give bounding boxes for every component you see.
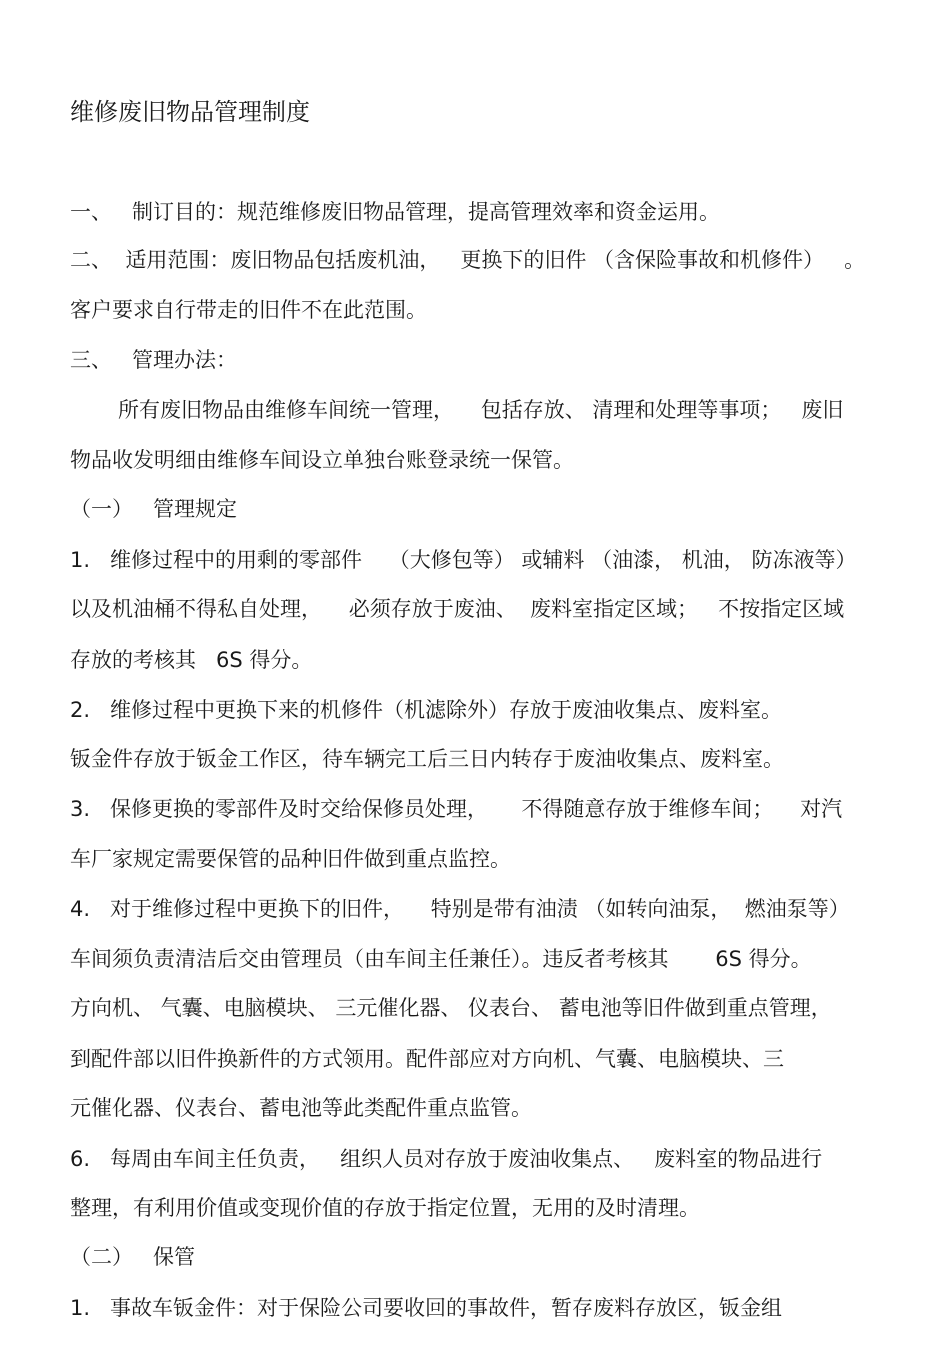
text-line: 所有废旧物品由维修车间统一管理， 包括存放、 清理和处理等事项； 废旧 bbox=[118, 398, 844, 422]
text-line: 1. 事故车钣金件：对于保险公司要收回的事故件，暂存废料存放区，钣金组 bbox=[70, 1296, 783, 1320]
text-line: 三、 管理办法： bbox=[70, 348, 238, 372]
text-line: 以及机油桶不得私自处理， 必须存放于废油、 废料室指定区域； 不按指定区域 bbox=[70, 597, 845, 621]
section-heading: （二） 保管 bbox=[70, 1245, 196, 1269]
text-line: 元催化器、仪表台、蓄电池等此类配件重点监管。 bbox=[70, 1096, 532, 1120]
text-line: 车间须负责清洁后交由管理员（由车间主任兼任）。违反者考核其 6S 得分。 bbox=[70, 947, 812, 971]
text-line: 整理，有利用价值或变现价值的存放于指定位置，无用的及时清理。 bbox=[70, 1196, 700, 1220]
text-line: 一、 制订目的：规范维修废旧物品管理，提高管理效率和资金运用。 bbox=[70, 200, 721, 224]
text-line: 2. 维修过程中更换下来的机修件（机滤除外）存放于废油收集点、废料室。 bbox=[70, 698, 783, 722]
document-title: 维修废旧物品管理制度 bbox=[70, 98, 310, 126]
text-line: 到配件部以旧件换新件的方式领用。配件部应对方向机、气囊、电脑模块、三 bbox=[70, 1047, 784, 1071]
text-line: 方向机、 气囊、电脑模块、 三元催化器、 仪表台、 蓄电池等旧件做到重点管理， bbox=[70, 996, 832, 1020]
section-heading: （一） 管理规定 bbox=[70, 497, 238, 521]
text-line: 钣金件存放于钣金工作区，待车辆完工后三日内转存于废油收集点、废料室。 bbox=[70, 747, 784, 771]
text-line: 4. 对于维修过程中更换下的旧件， 特别是带有油渍 （如转向油泵， 燃油泵等） bbox=[70, 897, 850, 921]
text-line: 车厂家规定需要保管的品种旧件做到重点监控。 bbox=[70, 847, 511, 871]
text-line: 1. 维修过程中的用剩的零部件 （大修包等） 或辅料 （油漆， 机油， 防冻液等） bbox=[70, 548, 857, 572]
text-line: 物品收发明细由维修车间设立单独台账登录统一保管。 bbox=[70, 448, 574, 472]
text-line: 6. 每周由车间主任负责， 组织人员对存放于废油收集点、 废料室的物品进行 bbox=[70, 1147, 823, 1171]
text-line: 存放的考核其 6S 得分。 bbox=[70, 648, 313, 672]
text-line: 客户要求自行带走的旧件不在此范围。 bbox=[70, 298, 427, 322]
text-line: 3. 保修更换的零部件及时交给保修员处理， 不得随意存放于维修车间； 对汽 bbox=[70, 797, 843, 821]
text-line: 二、 适用范围：废旧物品包括废机油， 更换下的旧件 （含保险事故和机修件） 。 bbox=[70, 248, 866, 272]
